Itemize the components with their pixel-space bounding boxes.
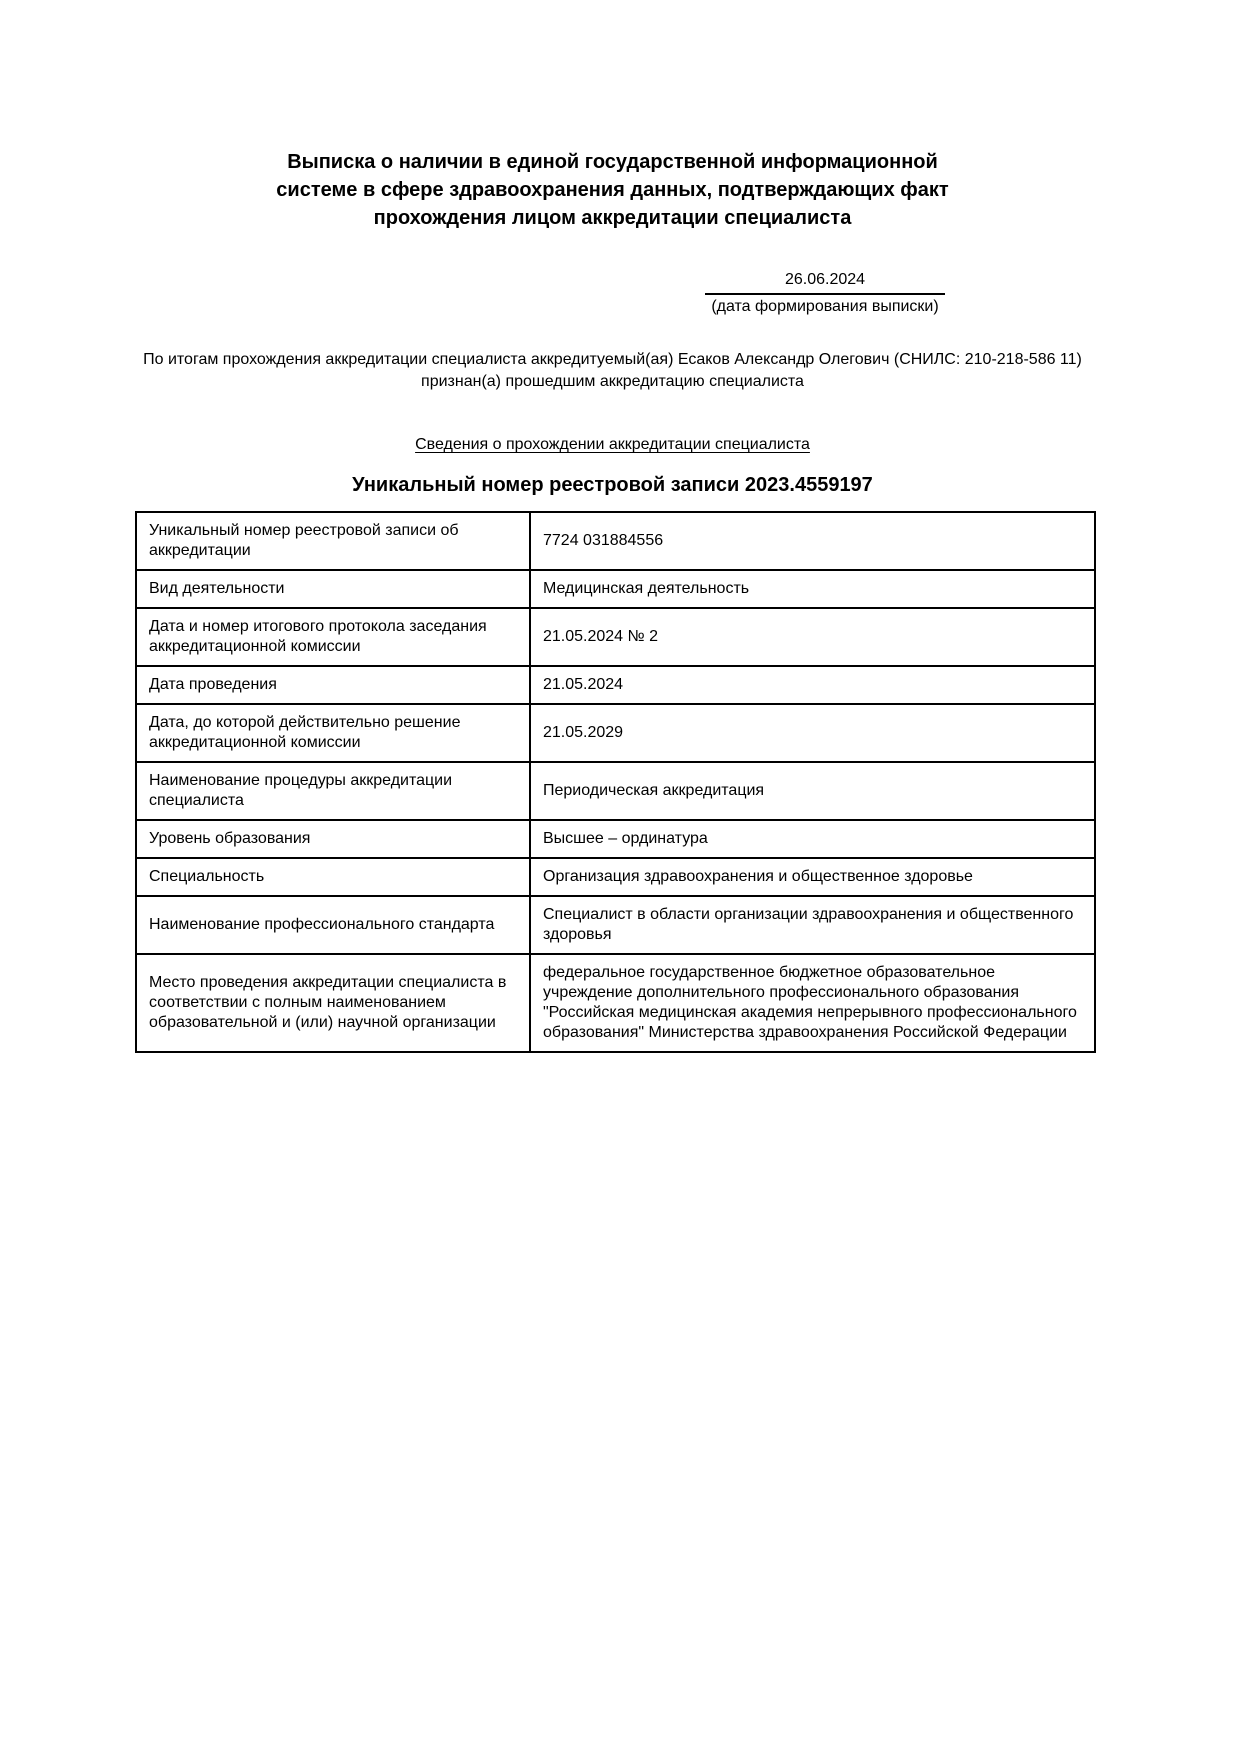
intro-paragraph: По итогам прохождения аккредитации специалиста аккредитуемый(ая) Есаков Александр Олегович (СНИЛС: 210-218-586 11) признан(а) прошедшим аккредитацию специалиста: [143, 351, 1082, 390]
accreditation-table: [135, 511, 1096, 1053]
row-label: Дата и номер итогового протокола заседания аккредитационной комиссии: [136, 608, 530, 666]
table-row: [136, 762, 1095, 820]
table-row: [136, 896, 1095, 954]
table-row: [136, 666, 1095, 704]
document-title: Выписка о наличии в единой государственной информационной системе в сфере здравоохранения данных, подтверждающих факт прохождения лицом аккредитации специалиста: [276, 151, 949, 229]
extract-date-caption: (дата формирования выписки): [711, 298, 939, 315]
section-heading: Сведения о прохождении аккредитации специалиста: [415, 436, 810, 453]
row-label: Уровень образования: [136, 820, 530, 858]
row-value: 7724 031884556: [530, 512, 1095, 570]
table-row: [136, 704, 1095, 762]
table-row: [136, 954, 1095, 1052]
extract-date-value: 26.06.2024: [705, 270, 945, 295]
row-label: Место проведения аккредитации специалиста в соответствии с полным наименованием образовательной и (или) научной организации: [136, 954, 530, 1052]
row-value: 21.05.2024: [530, 666, 1095, 704]
document-content: [135, 0, 1090, 1053]
row-label: Вид деятельности: [136, 570, 530, 608]
table-row: [136, 820, 1095, 858]
table-row: [136, 570, 1095, 608]
row-value: Высшее – ординатура: [530, 820, 1095, 858]
row-label: Дата проведения: [136, 666, 530, 704]
table-row: [136, 512, 1095, 570]
row-label: Наименование процедуры аккредитации специалиста: [136, 762, 530, 820]
row-value: 21.05.2029: [530, 704, 1095, 762]
row-label: Наименование профессионального стандарта: [136, 896, 530, 954]
table-row: [136, 858, 1095, 896]
row-value: Специалист в области организации здравоохранения и общественного здоровья: [530, 896, 1095, 954]
registry-number-heading: Уникальный номер реестровой записи 2023.4559197: [352, 474, 873, 496]
row-value: 21.05.2024 № 2: [530, 608, 1095, 666]
row-label: Уникальный номер реестровой записи об аккредитации: [136, 512, 530, 570]
row-value: Периодическая аккредитация: [530, 762, 1095, 820]
row-value: Медицинская деятельность: [530, 570, 1095, 608]
row-label: Специальность: [136, 858, 530, 896]
row-value: Организация здравоохранения и общественное здоровье: [530, 858, 1095, 896]
table-row: [136, 608, 1095, 666]
extract-date-block: [705, 270, 945, 317]
row-value: федеральное государственное бюджетное образовательное учреждение дополнительного профессионального образования "Российская медицинская академия непрерывного профессионального образования" Министерства здравоохранения Российской Федерации: [530, 954, 1095, 1052]
row-label: Дата, до которой действительно решение аккредитационной комиссии: [136, 704, 530, 762]
